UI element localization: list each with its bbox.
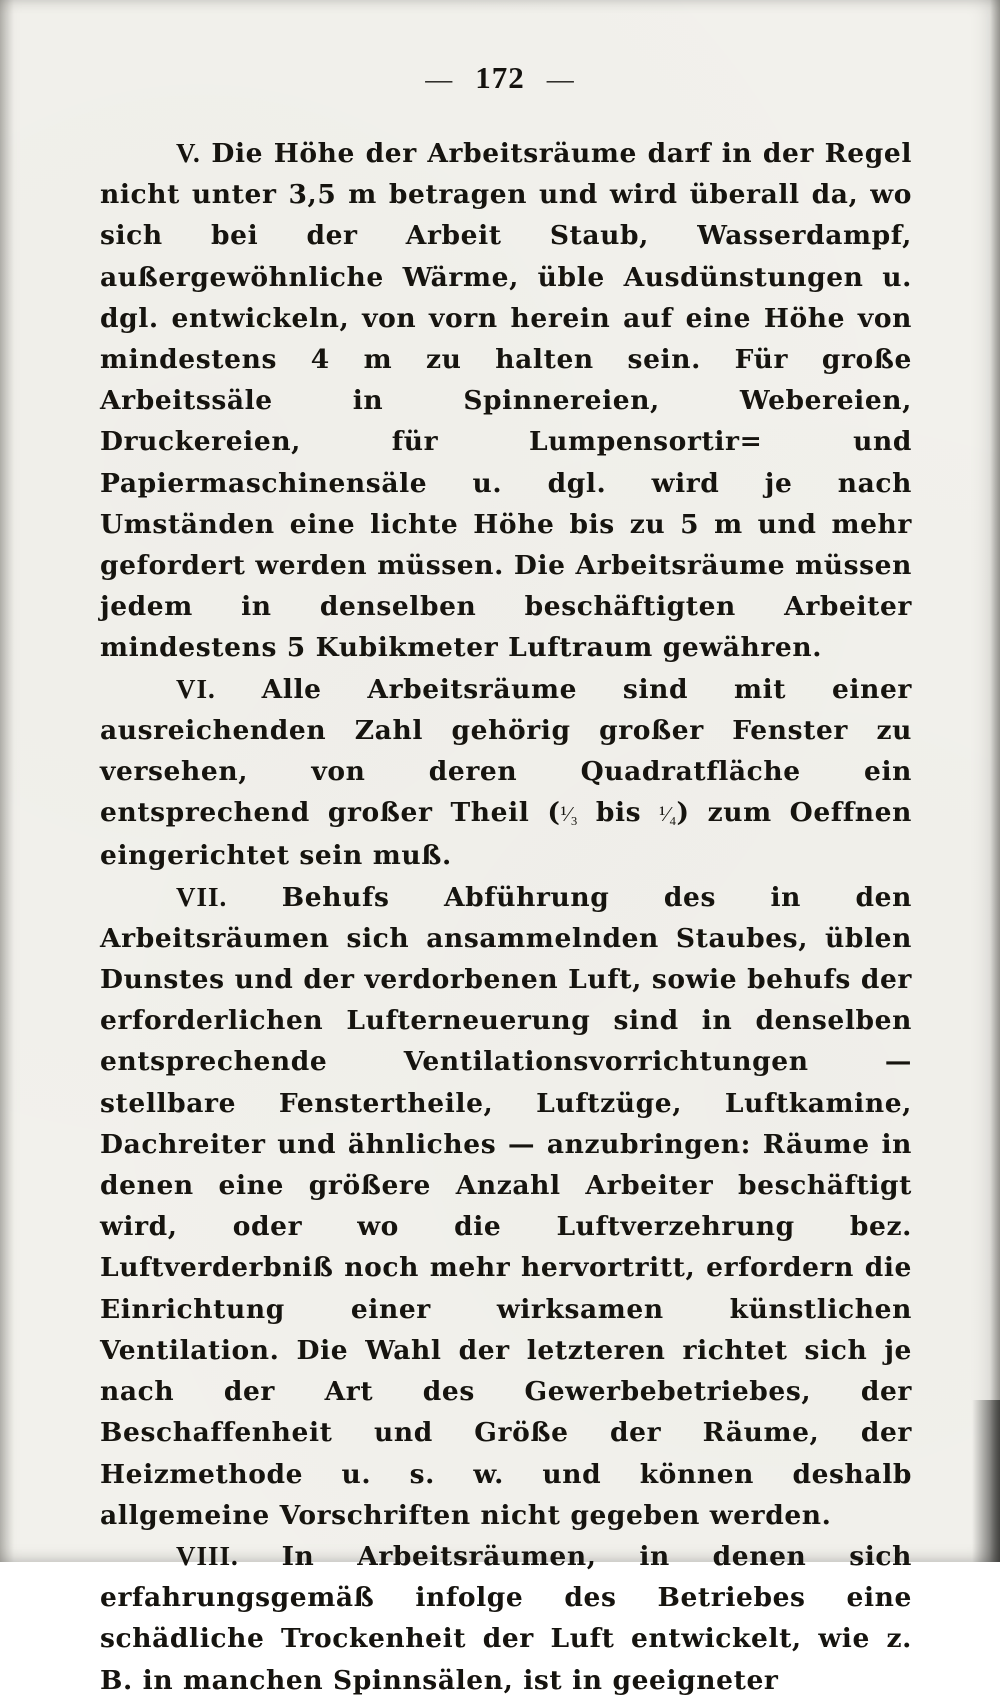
- section-numeral-VIII: VIII.: [176, 1540, 239, 1571]
- section-numeral-VII: VII.: [176, 881, 228, 912]
- page-number-dash-left: —: [425, 64, 454, 94]
- page-right-edge-shadow: [990, 0, 1000, 1562]
- paragraph-section-VIII: [100, 1536, 912, 1701]
- section-text-VI-part1: Alle Arbeitsräume sind mit einer ausreichenden Zahl gehörig großer Fenster zu versehen, von deren Quadratfläche ein entsprechend großer Theil (: [100, 673, 912, 829]
- fraction-one-quarter: ¹⁄₄: [659, 802, 677, 827]
- paragraph-section-V: [100, 133, 912, 669]
- section-numeral-V: V.: [176, 138, 201, 168]
- section-text-V: Die Höhe der Arbeitsräume darf in der Regel nicht unter 3,5 m betragen und wird überall da, wo sich bei der Arbeit Staub, Wasserdampf, außergewöhnliche Wärme, üble Ausdünstungen u. dgl. entwickeln, von vorn herein auf eine Höhe von mindestens 4 m zu halten sein. Für große Arbeitssäle in Spinnereien, Webereien, Druckereien, für Lumpensortir= und Papiermaschinensäle u. dgl. wird je nach Umständen eine lichte Höhe bis zu 5 m und mehr gefordert werden müssen. Die Arbeitsräume müssen jedem in denselben beschäftigten Arbeiter mindestens 5 Kubikmeter Luftraum gewähren.: [100, 138, 912, 664]
- page-number-header: [0, 60, 1000, 96]
- fraction-one-third: ¹⁄₃: [560, 802, 578, 827]
- section-text-VI-part3: ) zum Oeffnen eingerichtet sein muß.: [100, 797, 912, 872]
- page-bottom-right-dark-edge: [972, 1400, 1000, 1562]
- page-number-dash-right: —: [546, 64, 575, 94]
- paragraph-section-VII: [100, 877, 912, 1536]
- section-numeral-VI: VI.: [176, 673, 216, 704]
- page-body-text: [100, 133, 912, 1701]
- paragraph-section-VI: [100, 669, 912, 877]
- page-left-gutter-shadow: [0, 0, 14, 1562]
- section-text-VII: Behufs Abführung des in den Arbeitsräumen sich ansammelnden Staubes, üblen Dunstes und der verdorbenen Luft, sowie behufs der erforderlichen Lufterneuerung sind in denselben entsprechende Ventilationsvorrichtungen — stellbare Fenstertheile, Luftzüge, Luftkamine, Dachreiter und ähnliches — anzubringen: Räume in denen eine größere Anzahl Arbeiter beschäftigt wird, oder wo die Luftverzehrung bez. Luftverderbniß noch mehr hervortritt, erfordern die Einrichtung einer wirksamen künstlichen Ventilation. Die Wahl der letzteren richtet sich je nach der Art des Gewerbebetriebes, der Beschaffenheit und Größe der Räume, der Heizmethode u. s. w. und können deshalb allgemeine Vorschriften nicht gegeben werden.: [100, 881, 912, 1531]
- section-text-VI-part2: bis: [577, 797, 660, 829]
- section-text-VIII: In Arbeitsräumen, in denen sich erfahrungsgemäß infolge des Betriebes eine schädliche Trockenheit der Luft entwickelt, wie z. B. in manchen Spinnsälen, ist in geeigneter: [100, 1540, 912, 1696]
- page-number-value: 172: [475, 60, 525, 95]
